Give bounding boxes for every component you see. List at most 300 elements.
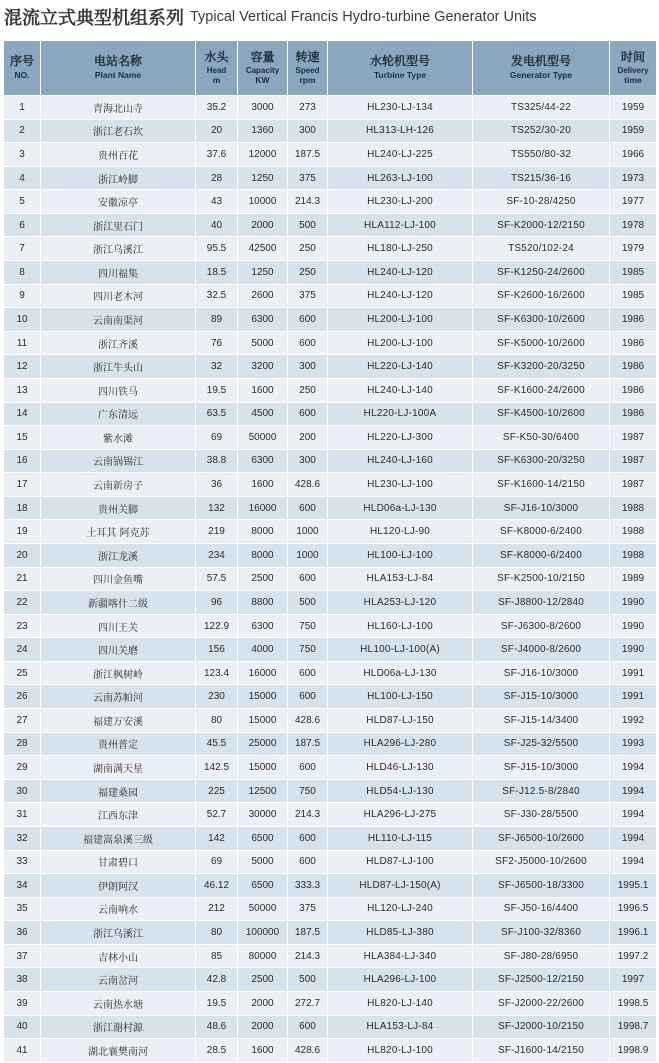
cell-delivery-time: 1993 [610, 732, 657, 756]
cell-speed: 500 [288, 968, 328, 992]
cell-no: 24 [4, 638, 41, 662]
column-header-speed: 转速 Speed rpm [288, 41, 328, 96]
cell-turbine-type: HL820-LJ-140 [328, 991, 473, 1015]
cell-no: 8 [4, 261, 41, 285]
cell-speed: 300 [288, 355, 328, 379]
cell-no: 33 [4, 850, 41, 874]
table-row [4, 638, 657, 662]
cell-speed: 750 [288, 638, 328, 662]
cell-no: 13 [4, 378, 41, 402]
cell-delivery-time: 1959 [610, 96, 657, 120]
cell-head: 32.5 [196, 284, 238, 308]
cell-turbine-type: HLA253-LJ-120 [328, 591, 473, 615]
column-header-head: 水头 Head m [196, 41, 238, 96]
cell-turbine-type: HL313-LH-126 [328, 119, 473, 143]
cell-capacity: 2000 [238, 991, 288, 1015]
cell-generator-type: SF-J30-28/5500 [473, 803, 610, 827]
cell-speed: 333.3 [288, 874, 328, 898]
cell-capacity: 6300 [238, 449, 288, 473]
cell-no: 21 [4, 567, 41, 591]
cell-speed: 600 [288, 331, 328, 355]
cell-plant-name: 四川王关 [41, 614, 196, 638]
cell-speed: 187.5 [288, 921, 328, 945]
cell-capacity: 2500 [238, 567, 288, 591]
cell-head: 219 [196, 520, 238, 544]
cell-capacity: 1600 [238, 378, 288, 402]
cell-plant-name: 四川关磨 [41, 638, 196, 662]
cell-head: 20 [196, 119, 238, 143]
table-row [4, 426, 657, 450]
cell-delivery-time: 1998.5 [610, 991, 657, 1015]
cell-head: 123.4 [196, 661, 238, 685]
cell-no: 15 [4, 426, 41, 450]
table-row [4, 968, 657, 992]
cell-capacity: 8800 [238, 591, 288, 615]
cell-speed: 200 [288, 426, 328, 450]
cell-no: 3 [4, 143, 41, 167]
cell-head: 43 [196, 190, 238, 214]
cell-delivery-time: 1987 [610, 473, 657, 497]
cell-head: 18.5 [196, 261, 238, 285]
cell-head: 132 [196, 496, 238, 520]
cell-delivery-time: 1996.5 [610, 897, 657, 921]
cell-plant-name: 浙江牛头山 [41, 355, 196, 379]
title-chinese: 混流立式典型机组系列 [4, 8, 184, 29]
cell-speed: 600 [288, 308, 328, 332]
cell-capacity: 8000 [238, 543, 288, 567]
cell-speed: 600 [288, 661, 328, 685]
cell-turbine-type: HL100-LJ-100 [328, 543, 473, 567]
cell-no: 20 [4, 543, 41, 567]
cell-generator-type: SF-K8000-6/2400 [473, 520, 610, 544]
cell-delivery-time: 1977 [610, 190, 657, 214]
table-row [4, 685, 657, 709]
table-row [4, 709, 657, 733]
cell-capacity: 2000 [238, 213, 288, 237]
cell-delivery-time: 1973 [610, 166, 657, 190]
cell-turbine-type: HL110-LJ-115 [328, 826, 473, 850]
cell-turbine-type: HLA153-LJ-84 [328, 567, 473, 591]
cell-head: 40 [196, 213, 238, 237]
cell-speed: 214.3 [288, 803, 328, 827]
cell-head: 46.12 [196, 874, 238, 898]
page-title [4, 4, 659, 34]
cell-delivery-time: 1988 [610, 520, 657, 544]
cell-capacity: 8000 [238, 520, 288, 544]
cell-generator-type: TS520/102-24 [473, 237, 610, 261]
cell-capacity: 1600 [238, 1039, 288, 1063]
table-row [4, 143, 657, 167]
cell-delivery-time: 1978 [610, 213, 657, 237]
cell-speed: 375 [288, 284, 328, 308]
cell-no: 2 [4, 119, 41, 143]
cell-generator-type: SF-J80-28/6950 [473, 944, 610, 968]
table-row [4, 402, 657, 426]
cell-generator-type: SF-K3200-20/3250 [473, 355, 610, 379]
cell-delivery-time: 1987 [610, 426, 657, 450]
cell-generator-type: SF-K50-30/6400 [473, 426, 610, 450]
cell-no: 5 [4, 190, 41, 214]
cell-plant-name: 湖南满天星 [41, 756, 196, 780]
cell-generator-type: SF-10-28/4250 [473, 190, 610, 214]
cell-turbine-type: HL820-LJ-100 [328, 1039, 473, 1063]
cell-speed: 187.5 [288, 143, 328, 167]
cell-capacity: 15000 [238, 756, 288, 780]
cell-capacity: 16000 [238, 661, 288, 685]
cell-delivery-time: 1991 [610, 685, 657, 709]
cell-no: 22 [4, 591, 41, 615]
table-row [4, 237, 657, 261]
cell-delivery-time: 1985 [610, 261, 657, 285]
cell-speed: 214.3 [288, 944, 328, 968]
cell-speed: 600 [288, 567, 328, 591]
cell-no: 9 [4, 284, 41, 308]
cell-speed: 250 [288, 378, 328, 402]
cell-plant-name: 浙江谢村源 [41, 1015, 196, 1039]
table-row [4, 96, 657, 120]
cell-delivery-time: 1987 [610, 449, 657, 473]
table-row [4, 190, 657, 214]
cell-head: 80 [196, 709, 238, 733]
cell-no: 37 [4, 944, 41, 968]
cell-turbine-type: HLD87-LJ-150 [328, 709, 473, 733]
cell-head: 28 [196, 166, 238, 190]
cell-generator-type: SF2-J5000-10/2600 [473, 850, 610, 874]
cell-plant-name: 浙江乌溪江 [41, 921, 196, 945]
cell-turbine-type: HL200-LJ-100 [328, 308, 473, 332]
cell-head: 230 [196, 685, 238, 709]
cell-turbine-type: HL160-LJ-100 [328, 614, 473, 638]
table-row [4, 732, 657, 756]
cell-head: 212 [196, 897, 238, 921]
cell-capacity: 2000 [238, 1015, 288, 1039]
cell-head: 85 [196, 944, 238, 968]
table-row [4, 591, 657, 615]
cell-plant-name: 云南响水 [41, 897, 196, 921]
cell-turbine-type: HL240-LJ-225 [328, 143, 473, 167]
cell-no: 26 [4, 685, 41, 709]
cell-turbine-type: HL220-LJ-140 [328, 355, 473, 379]
cell-head: 52.7 [196, 803, 238, 827]
cell-speed: 300 [288, 449, 328, 473]
table-row [4, 284, 657, 308]
cell-plant-name: 浙江龙溪 [41, 543, 196, 567]
cell-plant-name: 广东清远 [41, 402, 196, 426]
cell-plant-name: 浙江齐溪 [41, 331, 196, 355]
cell-generator-type: SF-J15-10/3000 [473, 685, 610, 709]
cell-capacity: 2500 [238, 968, 288, 992]
cell-capacity: 6300 [238, 308, 288, 332]
cell-capacity: 10000 [238, 190, 288, 214]
cell-turbine-type: HLA112-LJ-100 [328, 213, 473, 237]
cell-head: 142.5 [196, 756, 238, 780]
cell-speed: 375 [288, 897, 328, 921]
cell-plant-name: 福建万安溪 [41, 709, 196, 733]
cell-turbine-type: HLD85-LJ-380 [328, 921, 473, 945]
cell-delivery-time: 1997 [610, 968, 657, 992]
cell-plant-name: 贵州关脚 [41, 496, 196, 520]
cell-capacity: 80000 [238, 944, 288, 968]
cell-delivery-time: 1991 [610, 661, 657, 685]
cell-no: 35 [4, 897, 41, 921]
cell-no: 16 [4, 449, 41, 473]
cell-capacity: 30000 [238, 803, 288, 827]
cell-plant-name: 新疆喀什二级 [41, 591, 196, 615]
cell-generator-type: SF-K1250-24/2600 [473, 261, 610, 285]
table-row [4, 355, 657, 379]
cell-plant-name: 土耳其 阿克苏 [41, 520, 196, 544]
table-row [4, 520, 657, 544]
cell-no: 30 [4, 779, 41, 803]
cell-speed: 600 [288, 402, 328, 426]
cell-plant-name: 浙江枫树岭 [41, 661, 196, 685]
table-row [4, 756, 657, 780]
cell-speed: 375 [288, 166, 328, 190]
table-row [4, 119, 657, 143]
cell-delivery-time: 1990 [610, 591, 657, 615]
cell-speed: 187.5 [288, 732, 328, 756]
cell-plant-name: 四川老木河 [41, 284, 196, 308]
cell-generator-type: SF-J12.5-8/2840 [473, 779, 610, 803]
cell-head: 89 [196, 308, 238, 332]
cell-delivery-time: 1994 [610, 779, 657, 803]
cell-capacity: 50000 [238, 426, 288, 450]
cell-turbine-type: HL240-LJ-120 [328, 261, 473, 285]
cell-turbine-type: HL120-LJ-240 [328, 897, 473, 921]
cell-turbine-type: HLA153-LJ-84 [328, 1015, 473, 1039]
table-row [4, 614, 657, 638]
cell-head: 69 [196, 850, 238, 874]
cell-generator-type: SF-K6300-10/2600 [473, 308, 610, 332]
cell-speed: 500 [288, 591, 328, 615]
cell-turbine-type: HLD87-LJ-150(A) [328, 874, 473, 898]
cell-delivery-time: 1959 [610, 119, 657, 143]
cell-head: 28.5 [196, 1039, 238, 1063]
cell-head: 80 [196, 921, 238, 945]
cell-capacity: 2600 [238, 284, 288, 308]
column-header-turbine-type: 水轮机型号 Turbine Type [328, 41, 473, 96]
cell-head: 96 [196, 591, 238, 615]
table-row [4, 874, 657, 898]
cell-no: 34 [4, 874, 41, 898]
table-row [4, 1015, 657, 1039]
cell-generator-type: SF-K2600-16/2600 [473, 284, 610, 308]
cell-turbine-type: HL230-LJ-134 [328, 96, 473, 120]
cell-delivery-time: 1995.1 [610, 874, 657, 898]
cell-generator-type: SF-K6300-20/3250 [473, 449, 610, 473]
cell-no: 12 [4, 355, 41, 379]
cell-capacity: 4500 [238, 402, 288, 426]
cell-head: 48.6 [196, 1015, 238, 1039]
cell-generator-type: TS325/44-22 [473, 96, 610, 120]
cell-turbine-type: HL240-LJ-160 [328, 449, 473, 473]
cell-plant-name: 福建嵩泉溪三级 [41, 826, 196, 850]
cell-capacity: 12000 [238, 143, 288, 167]
cell-capacity: 12500 [238, 779, 288, 803]
cell-head: 95.5 [196, 237, 238, 261]
cell-capacity: 6300 [238, 614, 288, 638]
table-row [4, 166, 657, 190]
cell-plant-name: 浙江乌溪江 [41, 237, 196, 261]
cell-turbine-type: HL230-LJ-100 [328, 473, 473, 497]
cell-plant-name: 浙江老石坎 [41, 119, 196, 143]
cell-plant-name: 浙江岭脚 [41, 166, 196, 190]
table-row [4, 308, 657, 332]
cell-turbine-type: HL100-LJ-100(A) [328, 638, 473, 662]
cell-no: 32 [4, 826, 41, 850]
table-row [4, 567, 657, 591]
cell-turbine-type: HLA384-LJ-340 [328, 944, 473, 968]
cell-head: 57.5 [196, 567, 238, 591]
cell-no: 28 [4, 732, 41, 756]
cell-no: 19 [4, 520, 41, 544]
cell-turbine-type: HL263-LJ-100 [328, 166, 473, 190]
cell-plant-name: 吉林小山 [41, 944, 196, 968]
cell-speed: 428.6 [288, 709, 328, 733]
cell-delivery-time: 1985 [610, 284, 657, 308]
cell-capacity: 25000 [238, 732, 288, 756]
cell-no: 36 [4, 921, 41, 945]
cell-delivery-time: 1986 [610, 331, 657, 355]
table-row [4, 261, 657, 285]
cell-speed: 600 [288, 826, 328, 850]
table-row [4, 1039, 657, 1063]
cell-no: 31 [4, 803, 41, 827]
cell-generator-type: SF-J25-32/5500 [473, 732, 610, 756]
cell-plant-name: 紫水滩 [41, 426, 196, 450]
cell-head: 76 [196, 331, 238, 355]
cell-head: 142 [196, 826, 238, 850]
cell-no: 27 [4, 709, 41, 733]
cell-plant-name: 四川铁马 [41, 378, 196, 402]
cell-generator-type: SF-J16-10/3000 [473, 496, 610, 520]
cell-plant-name: 湖北襄樊南河 [41, 1039, 196, 1063]
cell-turbine-type: HL200-LJ-100 [328, 331, 473, 355]
cell-plant-name: 伊朗阿汉 [41, 874, 196, 898]
cell-capacity: 6500 [238, 874, 288, 898]
cell-capacity: 1250 [238, 261, 288, 285]
cell-capacity: 6500 [238, 826, 288, 850]
cell-no: 40 [4, 1015, 41, 1039]
table-body [4, 96, 657, 1063]
cell-delivery-time: 1996.1 [610, 921, 657, 945]
cell-capacity: 16000 [238, 496, 288, 520]
cell-head: 37.6 [196, 143, 238, 167]
cell-capacity: 5000 [238, 850, 288, 874]
cell-head: 35.2 [196, 96, 238, 120]
cell-speed: 600 [288, 850, 328, 874]
cell-plant-name: 云南岔河 [41, 968, 196, 992]
cell-generator-type: TS252/30-20 [473, 119, 610, 143]
cell-capacity: 50000 [238, 897, 288, 921]
cell-generator-type: SF-J15-14/3400 [473, 709, 610, 733]
cell-capacity: 1360 [238, 119, 288, 143]
table-row [4, 779, 657, 803]
cell-speed: 750 [288, 614, 328, 638]
cell-head: 69 [196, 426, 238, 450]
cell-speed: 500 [288, 213, 328, 237]
cell-generator-type: SF-J16-10/3000 [473, 661, 610, 685]
cell-delivery-time: 1986 [610, 378, 657, 402]
cell-generator-type: SF-J100-32/8360 [473, 921, 610, 945]
cell-speed: 600 [288, 496, 328, 520]
cell-speed: 273 [288, 96, 328, 120]
cell-no: 17 [4, 473, 41, 497]
cell-plant-name: 四川金鱼嘴 [41, 567, 196, 591]
cell-head: 36 [196, 473, 238, 497]
cell-speed: 1000 [288, 543, 328, 567]
cell-head: 19.5 [196, 991, 238, 1015]
cell-delivery-time: 1986 [610, 355, 657, 379]
cell-capacity: 4000 [238, 638, 288, 662]
cell-speed: 300 [288, 119, 328, 143]
table-row [4, 661, 657, 685]
table-row [4, 213, 657, 237]
cell-capacity: 42500 [238, 237, 288, 261]
cell-no: 18 [4, 496, 41, 520]
cell-no: 1 [4, 96, 41, 120]
cell-turbine-type: HLA296-LJ-280 [328, 732, 473, 756]
cell-turbine-type: HLD06a-LJ-130 [328, 661, 473, 685]
cell-plant-name: 云南新房子 [41, 473, 196, 497]
cell-capacity: 5000 [238, 331, 288, 355]
cell-head: 234 [196, 543, 238, 567]
cell-generator-type: SF-K2000-12/2150 [473, 213, 610, 237]
cell-delivery-time: 1966 [610, 143, 657, 167]
column-header-plant-name: 电站名称 Plant Name [41, 41, 196, 96]
cell-head: 38.8 [196, 449, 238, 473]
cell-plant-name: 福建桑园 [41, 779, 196, 803]
cell-delivery-time: 1998.7 [610, 1015, 657, 1039]
table-row [4, 850, 657, 874]
cell-head: 225 [196, 779, 238, 803]
cell-delivery-time: 1994 [610, 826, 657, 850]
cell-generator-type: SF-J6500-18/3300 [473, 874, 610, 898]
cell-delivery-time: 1997.2 [610, 944, 657, 968]
cell-capacity: 3200 [238, 355, 288, 379]
cell-head: 122.9 [196, 614, 238, 638]
cell-turbine-type: HL120-LJ-90 [328, 520, 473, 544]
cell-plant-name: 云南南渠河 [41, 308, 196, 332]
cell-no: 10 [4, 308, 41, 332]
cell-generator-type: SF-J2000-10/2150 [473, 1015, 610, 1039]
cell-speed: 428.6 [288, 1039, 328, 1063]
cell-speed: 600 [288, 685, 328, 709]
table-row [4, 944, 657, 968]
cell-no: 25 [4, 661, 41, 685]
cell-speed: 750 [288, 779, 328, 803]
cell-generator-type: SF-J6300-8/2600 [473, 614, 610, 638]
cell-speed: 428.6 [288, 473, 328, 497]
cell-head: 156 [196, 638, 238, 662]
cell-speed: 600 [288, 756, 328, 780]
table-row [4, 803, 657, 827]
cell-generator-type: SF-J2500-12/2150 [473, 968, 610, 992]
cell-speed: 272.7 [288, 991, 328, 1015]
cell-head: 45.5 [196, 732, 238, 756]
cell-plant-name: 浙江里石门 [41, 213, 196, 237]
cell-generator-type: TS550/80-32 [473, 143, 610, 167]
cell-turbine-type: HLA296-LJ-275 [328, 803, 473, 827]
cell-generator-type: SF-J6500-10/2600 [473, 826, 610, 850]
cell-head: 32 [196, 355, 238, 379]
cell-delivery-time: 1989 [610, 567, 657, 591]
cell-no: 4 [4, 166, 41, 190]
table-row [4, 331, 657, 355]
cell-no: 6 [4, 213, 41, 237]
cell-no: 41 [4, 1039, 41, 1063]
cell-generator-type: TS215/36-16 [473, 166, 610, 190]
